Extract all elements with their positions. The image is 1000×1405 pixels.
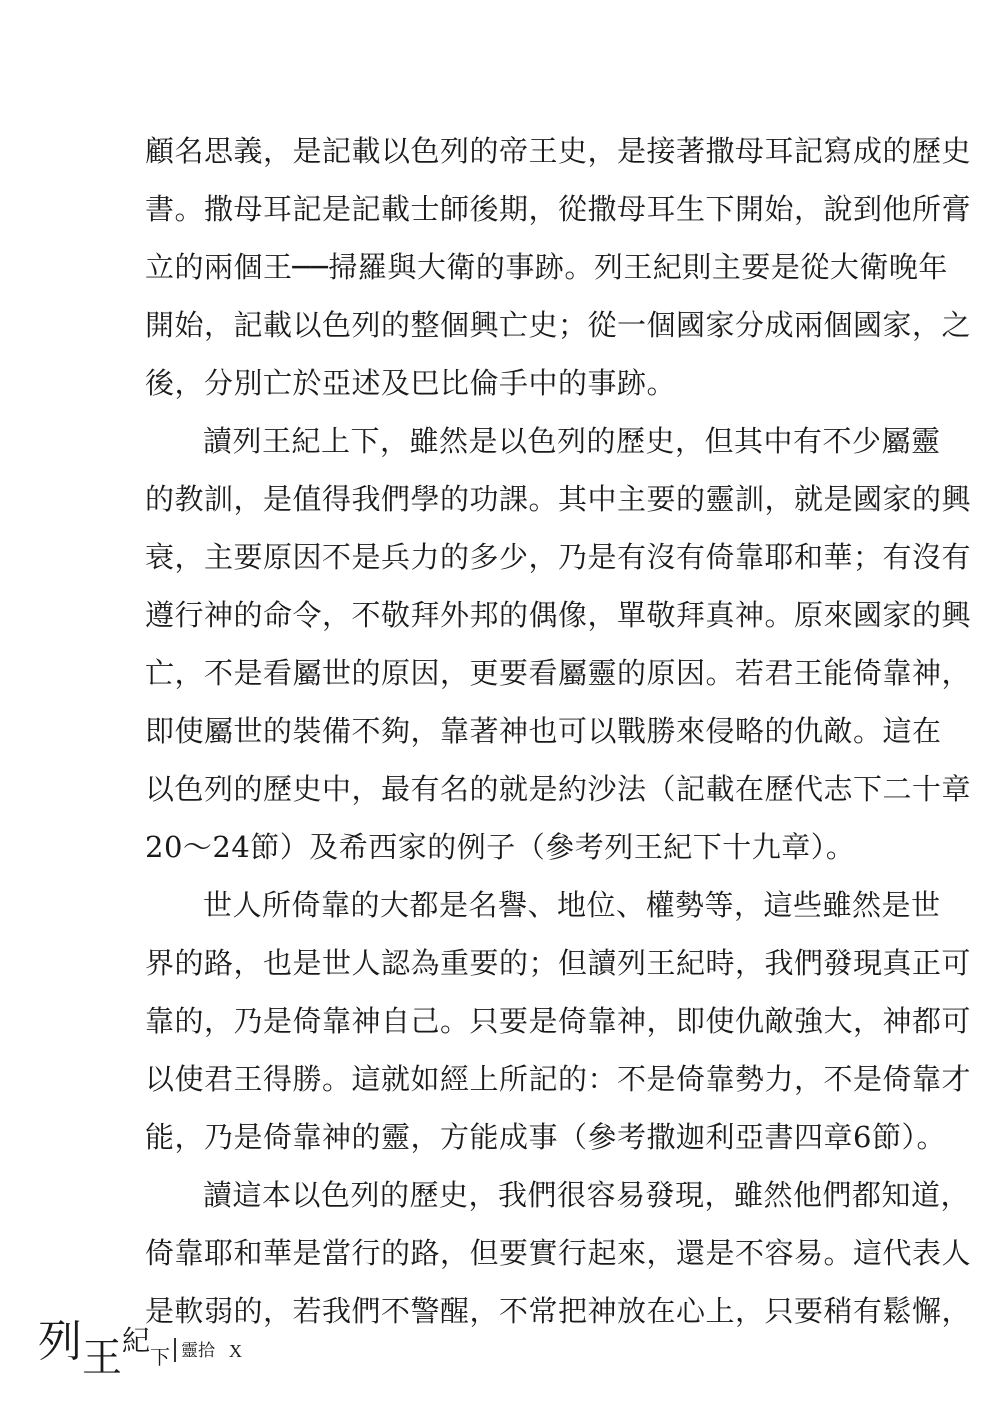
- text-line: 讀這本以色列的歷史，我們很容易發現，雖然他們都知道，: [203, 1178, 971, 1212]
- footer-divider: [174, 1338, 176, 1362]
- footer-volume: 下: [150, 1345, 171, 1369]
- text-line: 即使屬世的裝備不夠，靠著神也可以戰勝來侵略的仇敵。這在: [145, 714, 942, 748]
- footer-book-char-3: 紀: [122, 1324, 151, 1357]
- text-line: 讀列王紀上下，雖然是以色列的歷史，但其中有不少屬靈: [203, 424, 941, 458]
- text-line: 的教訓，是值得我們學的功課。其中主要的靈訓，就是國家的興: [145, 482, 972, 516]
- text-line: 以使君王得勝。這就如經上所記的：不是倚靠勢力，不是倚靠才: [145, 1062, 972, 1096]
- text-line: 以色列的歷史中，最有名的就是約沙法（記載在歷代志下二十章: [145, 772, 972, 806]
- text-line: 後，分別亡於亞述及巴比倫手中的事跡。: [145, 366, 677, 400]
- text-line: 倚靠耶和華是當行的路，但要實行起來，還是不容易。這代表人: [145, 1236, 972, 1270]
- page-footer: [38, 1316, 243, 1381]
- text-line: 世人所倚靠的大都是名譽、地位、權勢等，這些雖然是世: [203, 888, 941, 922]
- footer-series-title: 靈拾: [181, 1341, 216, 1361]
- text-line: 遵行神的命令，不敬拜外邦的偶像，單敬拜真神。原來國家的興: [145, 598, 972, 632]
- paragraph-4: [145, 1166, 972, 1340]
- page-body: [145, 122, 972, 1340]
- text-line: 書。撒母耳記是記載士師後期，從撒母耳生下開始，說到他所膏: [145, 192, 972, 226]
- text-line: 靠的，乃是倚靠神自己。只要是倚靠神，即使仇敵強大，神都可: [145, 1004, 972, 1038]
- page-number: X: [229, 1341, 243, 1361]
- text-line: 界的路，也是世人認為重要的；但讀列王紀時，我們發現真正可: [145, 946, 972, 980]
- paragraph-1: [145, 122, 972, 412]
- text-line: 亡，不是看屬世的原因，更要看屬靈的原因。若君王能倚靠神，: [145, 656, 972, 690]
- text-line: 立的兩個王──掃羅與大衛的事跡。列王紀則主要是從大衛晚年: [145, 250, 948, 284]
- paragraph-2: [145, 412, 972, 876]
- footer-book-char-1: 列: [38, 1316, 82, 1367]
- footer-book-char-2: 王: [82, 1335, 122, 1381]
- text-line: 是軟弱的，若我們不警醒，不常把神放在心上，只要稍有鬆懈，: [145, 1294, 972, 1328]
- text-line: 能，乃是倚靠神的靈，方能成事（參考撒迦利亞書四章6節）。: [145, 1120, 946, 1154]
- text-line: 開始，記載以色列的整個興亡史；從一個國家分成兩個國家，之: [145, 308, 972, 342]
- text-line: 顧名思義，是記載以色列的帝王史，是接著撒母耳記寫成的歷史: [145, 134, 972, 168]
- paragraph-3: [145, 876, 972, 1166]
- text-line: 20～24節）及希西家的例子（參考列王紀下十九章）。: [145, 830, 856, 864]
- text-line: 衰，主要原因不是兵力的多少，乃是有沒有倚靠耶和華；有沒有: [145, 540, 972, 574]
